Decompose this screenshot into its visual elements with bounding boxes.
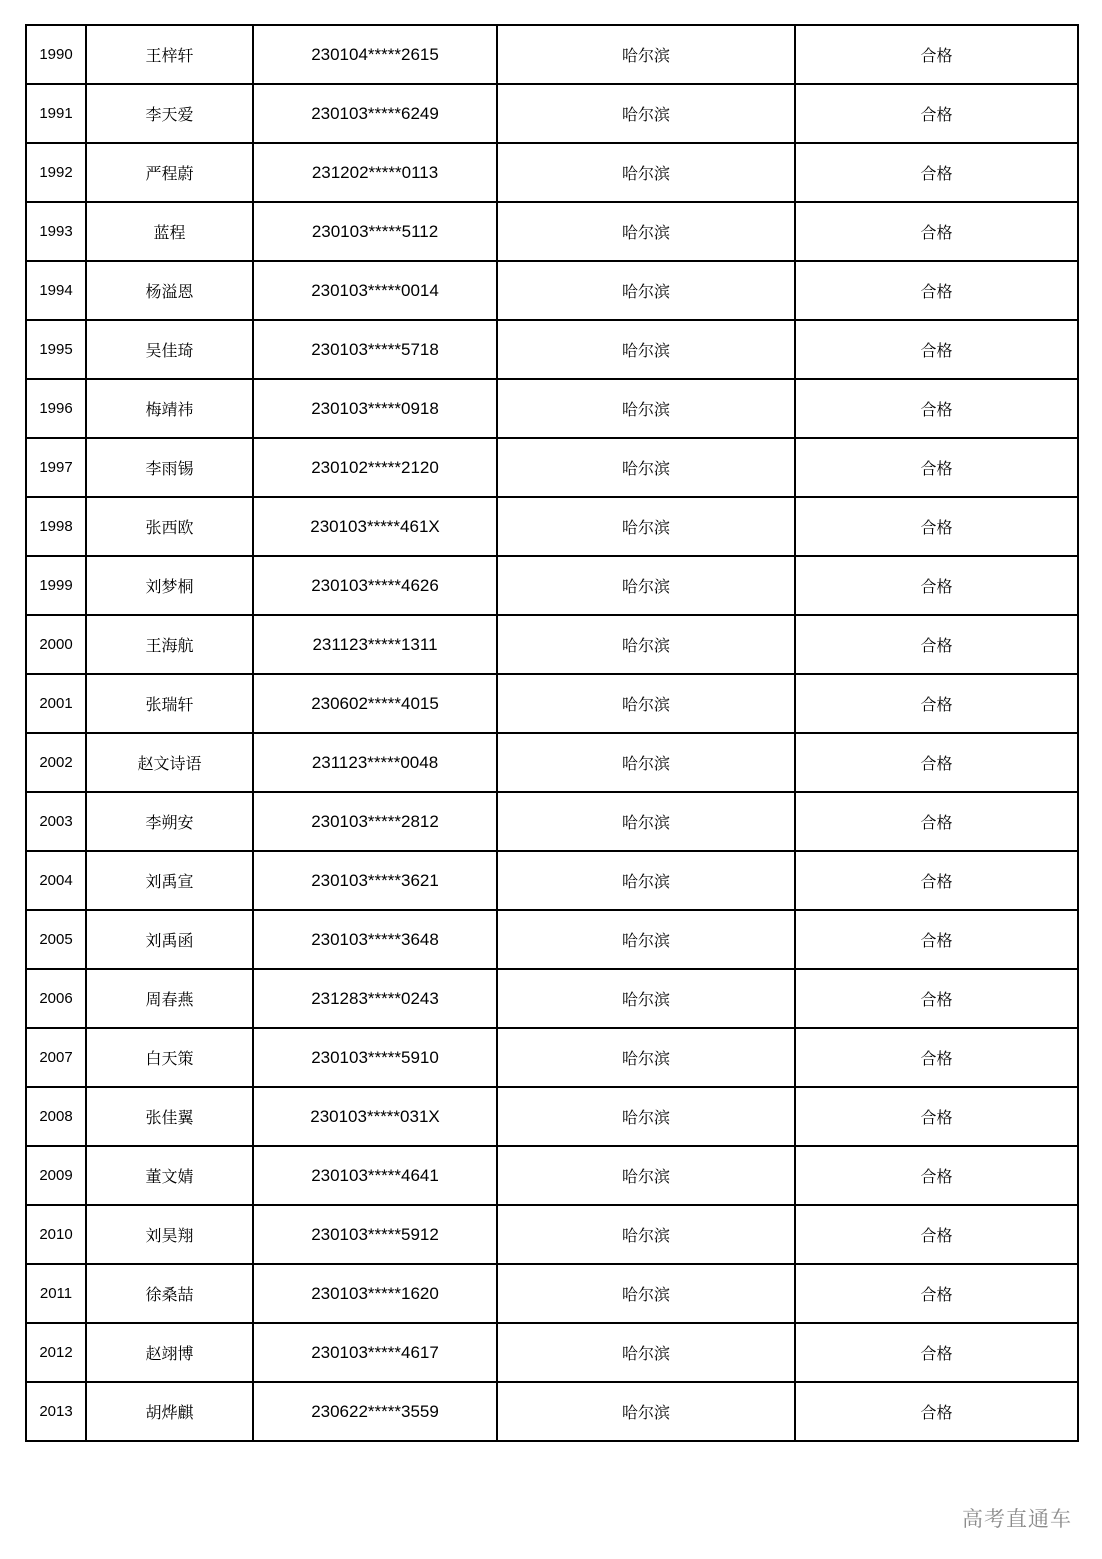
row-number-cell: 2012 [26,1323,86,1382]
id-number-cell: 230103*****5112 [253,202,497,261]
result-cell: 合格 [795,25,1078,84]
row-number-cell: 2007 [26,1028,86,1087]
roster-table [25,24,1079,1442]
id-number-cell: 230103*****4626 [253,556,497,615]
id-number-cell: 230103*****031X [253,1087,497,1146]
row-number-cell: 2010 [26,1205,86,1264]
table-row [26,615,1078,674]
table-row [26,143,1078,202]
name-cell: 王梓轩 [86,25,253,84]
result-cell: 合格 [795,261,1078,320]
id-number-cell: 230103*****0918 [253,379,497,438]
city-cell: 哈尔滨 [497,379,795,438]
name-cell: 蓝程 [86,202,253,261]
city-cell: 哈尔滨 [497,792,795,851]
table-row [26,25,1078,84]
name-cell: 赵文诗语 [86,733,253,792]
city-cell: 哈尔滨 [497,1146,795,1205]
id-number-cell: 230103*****0014 [253,261,497,320]
row-number-cell: 2001 [26,674,86,733]
result-cell: 合格 [795,497,1078,556]
row-number-cell: 2003 [26,792,86,851]
id-number-cell: 230104*****2615 [253,25,497,84]
name-cell: 刘禹宣 [86,851,253,910]
name-cell: 白天策 [86,1028,253,1087]
result-cell: 合格 [795,733,1078,792]
city-cell: 哈尔滨 [497,202,795,261]
result-cell: 合格 [795,556,1078,615]
row-number-cell: 2006 [26,969,86,1028]
name-cell: 李雨锡 [86,438,253,497]
result-cell: 合格 [795,438,1078,497]
city-cell: 哈尔滨 [497,1264,795,1323]
city-cell: 哈尔滨 [497,1028,795,1087]
name-cell: 张瑞轩 [86,674,253,733]
id-number-cell: 230103*****5910 [253,1028,497,1087]
table-row [26,910,1078,969]
city-cell: 哈尔滨 [497,733,795,792]
row-number-cell: 2002 [26,733,86,792]
table-row [26,379,1078,438]
row-number-cell: 2009 [26,1146,86,1205]
row-number-cell: 2011 [26,1264,86,1323]
city-cell: 哈尔滨 [497,261,795,320]
id-number-cell: 230103*****2812 [253,792,497,851]
result-cell: 合格 [795,1382,1078,1441]
city-cell: 哈尔滨 [497,1382,795,1441]
id-number-cell: 231123*****0048 [253,733,497,792]
name-cell: 王海航 [86,615,253,674]
id-number-cell: 230103*****461X [253,497,497,556]
city-cell: 哈尔滨 [497,851,795,910]
name-cell: 张佳翼 [86,1087,253,1146]
city-cell: 哈尔滨 [497,910,795,969]
table-row [26,497,1078,556]
row-number-cell: 2004 [26,851,86,910]
roster-body [26,25,1078,1441]
result-cell: 合格 [795,792,1078,851]
city-cell: 哈尔滨 [497,320,795,379]
name-cell: 徐桑喆 [86,1264,253,1323]
city-cell: 哈尔滨 [497,25,795,84]
row-number-cell: 2008 [26,1087,86,1146]
id-number-cell: 230103*****5718 [253,320,497,379]
result-cell: 合格 [795,910,1078,969]
row-number-cell: 1997 [26,438,86,497]
result-cell: 合格 [795,143,1078,202]
roster-sheet [25,24,1077,1442]
table-row [26,261,1078,320]
city-cell: 哈尔滨 [497,969,795,1028]
result-cell: 合格 [795,1028,1078,1087]
row-number-cell: 1992 [26,143,86,202]
row-number-cell: 1998 [26,497,86,556]
row-number-cell: 1994 [26,261,86,320]
result-cell: 合格 [795,84,1078,143]
table-row [26,1264,1078,1323]
row-number-cell: 1990 [26,25,86,84]
watermark-text: 高考直通车 [960,1503,1074,1533]
table-row [26,1087,1078,1146]
result-cell: 合格 [795,202,1078,261]
name-cell: 杨溢恩 [86,261,253,320]
city-cell: 哈尔滨 [497,1205,795,1264]
id-number-cell: 230103*****6249 [253,84,497,143]
table-row [26,733,1078,792]
id-number-cell: 230103*****3621 [253,851,497,910]
result-cell: 合格 [795,320,1078,379]
id-number-cell: 231123*****1311 [253,615,497,674]
result-cell: 合格 [795,1205,1078,1264]
name-cell: 刘昊翔 [86,1205,253,1264]
table-row [26,202,1078,261]
result-cell: 合格 [795,674,1078,733]
city-cell: 哈尔滨 [497,1323,795,1382]
table-row [26,674,1078,733]
name-cell: 张西欧 [86,497,253,556]
table-row [26,1028,1078,1087]
name-cell: 刘禹函 [86,910,253,969]
table-row [26,1323,1078,1382]
result-cell: 合格 [795,615,1078,674]
city-cell: 哈尔滨 [497,556,795,615]
result-cell: 合格 [795,969,1078,1028]
id-number-cell: 230103*****4641 [253,1146,497,1205]
id-number-cell: 230102*****2120 [253,438,497,497]
row-number-cell: 2000 [26,615,86,674]
id-number-cell: 230103*****1620 [253,1264,497,1323]
name-cell: 严程蔚 [86,143,253,202]
id-number-cell: 230622*****3559 [253,1382,497,1441]
row-number-cell: 1999 [26,556,86,615]
row-number-cell: 2013 [26,1382,86,1441]
name-cell: 李朔安 [86,792,253,851]
table-row [26,969,1078,1028]
table-row [26,556,1078,615]
row-number-cell: 2005 [26,910,86,969]
city-cell: 哈尔滨 [497,497,795,556]
result-cell: 合格 [795,1323,1078,1382]
table-row [26,1146,1078,1205]
id-number-cell: 230602*****4015 [253,674,497,733]
city-cell: 哈尔滨 [497,615,795,674]
row-number-cell: 1993 [26,202,86,261]
name-cell: 胡烨麒 [86,1382,253,1441]
id-number-cell: 231283*****0243 [253,969,497,1028]
result-cell: 合格 [795,851,1078,910]
name-cell: 刘梦桐 [86,556,253,615]
city-cell: 哈尔滨 [497,674,795,733]
name-cell: 董文婧 [86,1146,253,1205]
city-cell: 哈尔滨 [497,143,795,202]
table-row [26,438,1078,497]
result-cell: 合格 [795,1087,1078,1146]
id-number-cell: 230103*****5912 [253,1205,497,1264]
table-row [26,792,1078,851]
name-cell: 赵翊博 [86,1323,253,1382]
result-cell: 合格 [795,379,1078,438]
table-row [26,320,1078,379]
id-number-cell: 231202*****0113 [253,143,497,202]
city-cell: 哈尔滨 [497,84,795,143]
table-row [26,1205,1078,1264]
name-cell: 梅靖祎 [86,379,253,438]
result-cell: 合格 [795,1264,1078,1323]
id-number-cell: 230103*****4617 [253,1323,497,1382]
name-cell: 吴佳琦 [86,320,253,379]
result-cell: 合格 [795,1146,1078,1205]
name-cell: 李天爱 [86,84,253,143]
city-cell: 哈尔滨 [497,1087,795,1146]
table-row [26,851,1078,910]
row-number-cell: 1991 [26,84,86,143]
row-number-cell: 1996 [26,379,86,438]
id-number-cell: 230103*****3648 [253,910,497,969]
name-cell: 周春燕 [86,969,253,1028]
table-row [26,84,1078,143]
row-number-cell: 1995 [26,320,86,379]
city-cell: 哈尔滨 [497,438,795,497]
table-row [26,1382,1078,1441]
